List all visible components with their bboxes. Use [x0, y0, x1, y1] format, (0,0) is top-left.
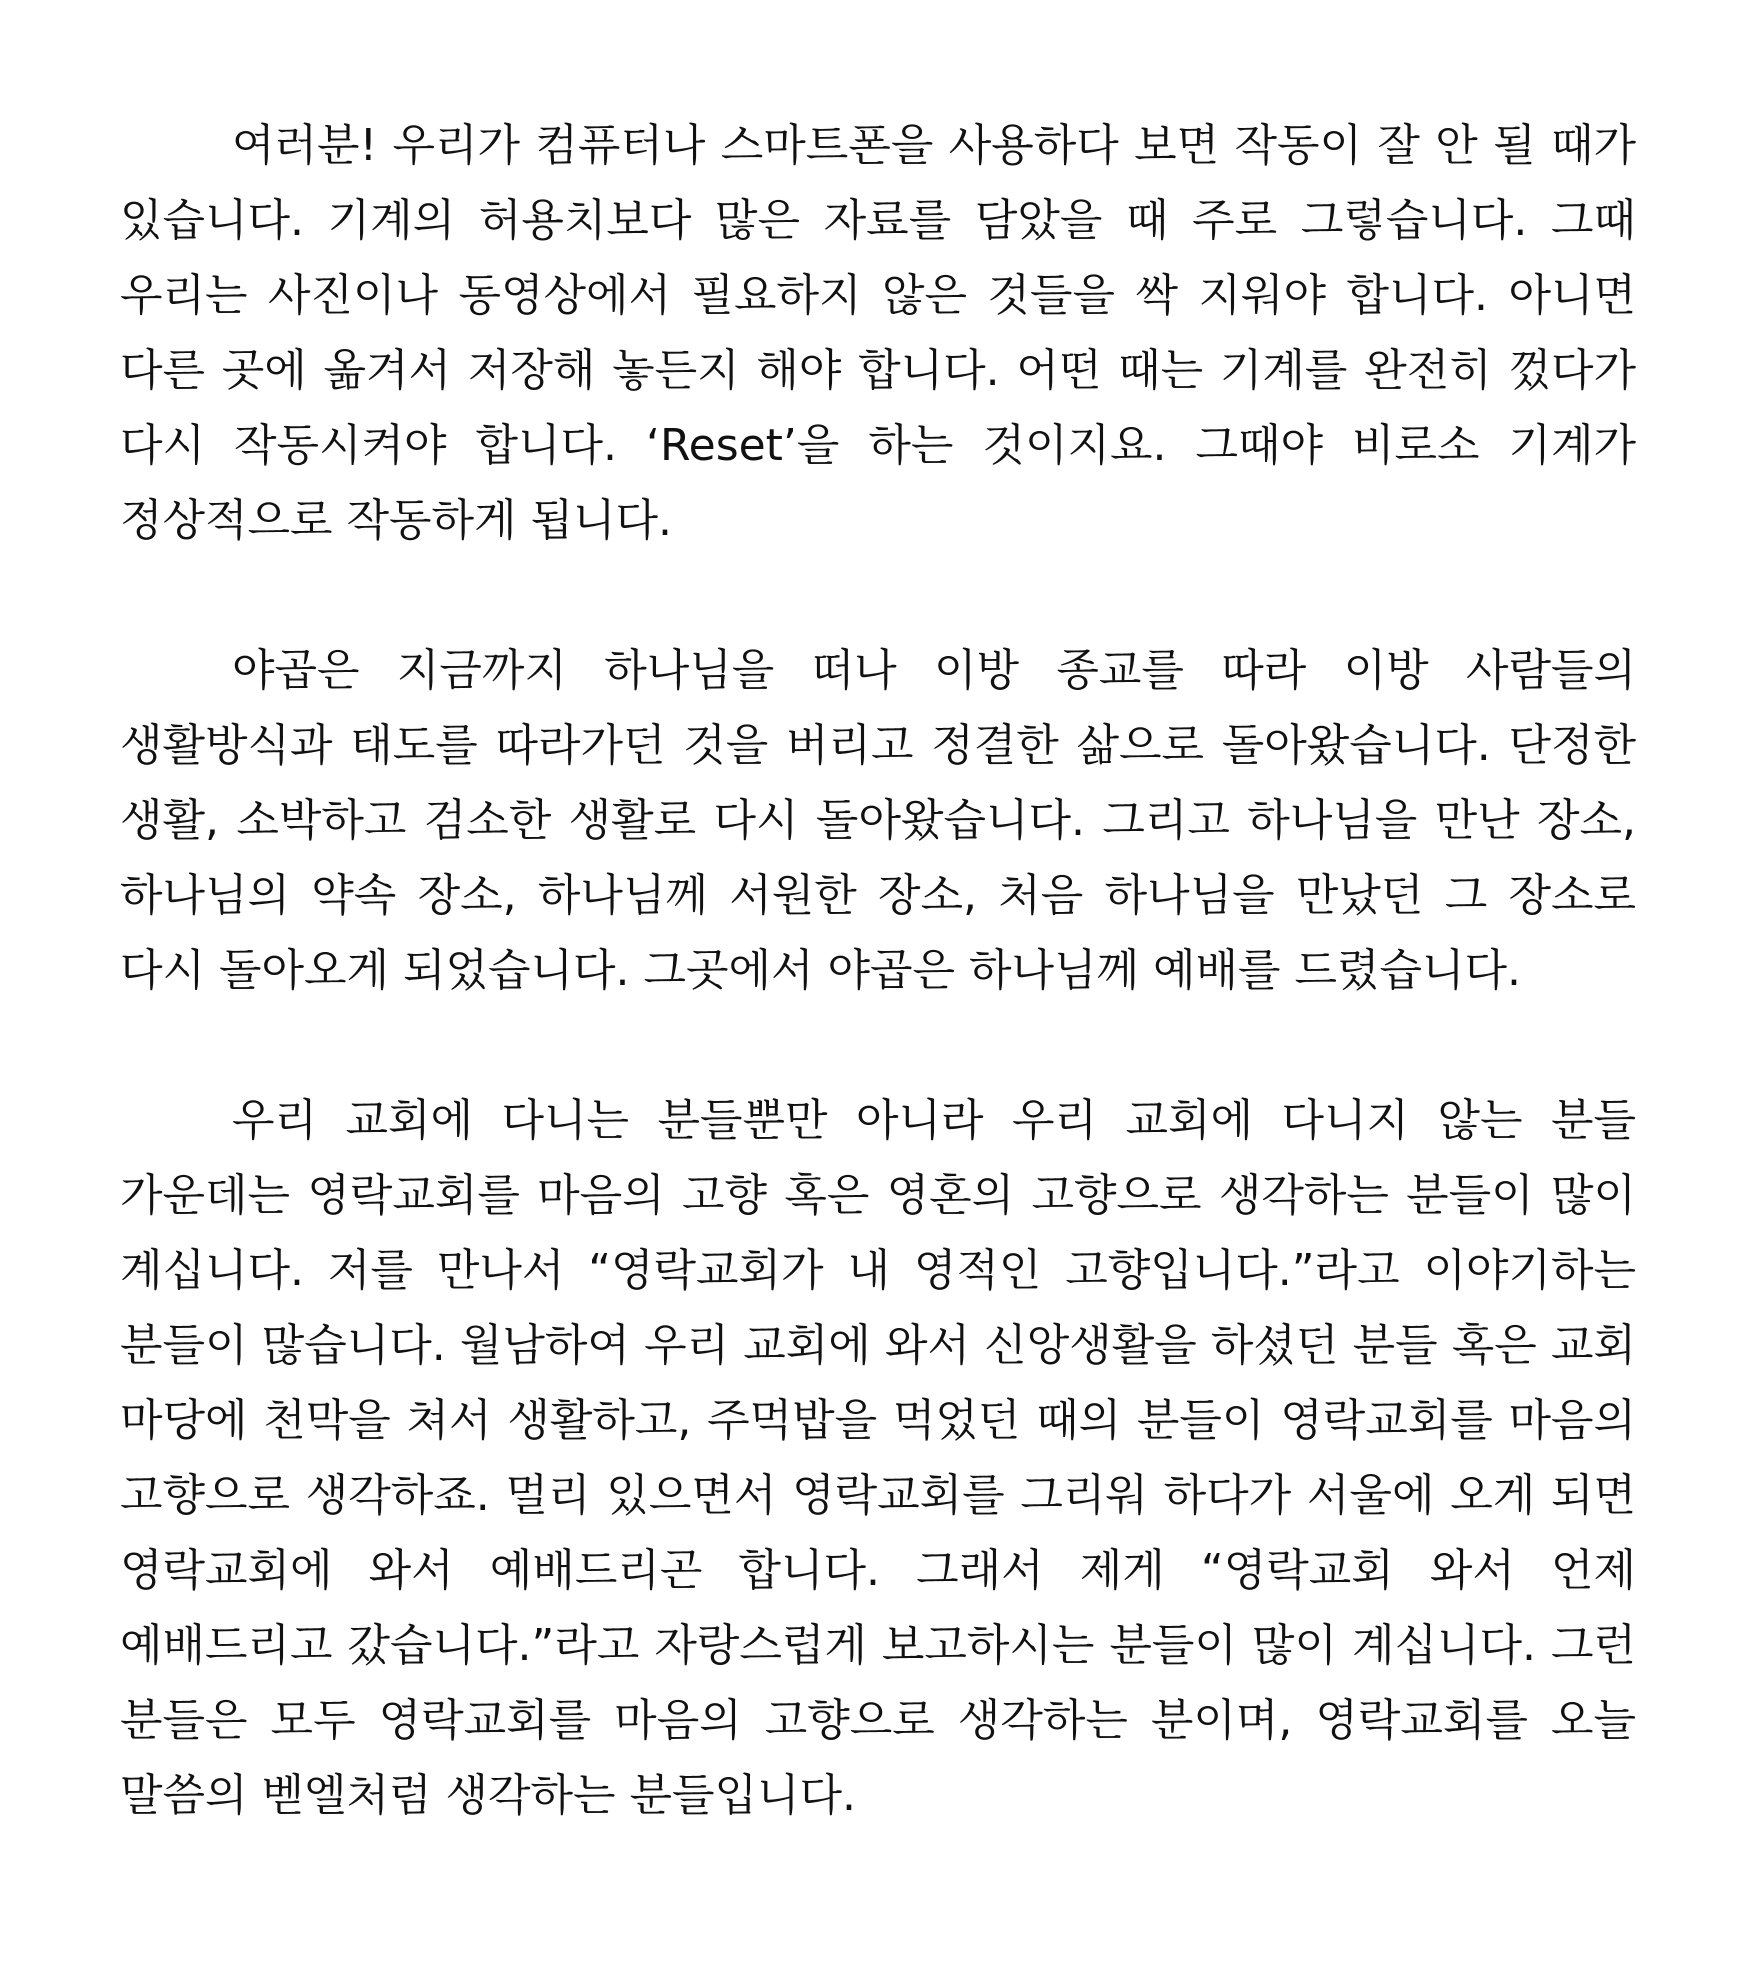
paragraph-jacob: 야곱은 지금까지 하나님을 떠나 이방 종교를 따라 이방 사람들의 생활방식과 태도를 따라가던 것을 버리고 정결한 삶으로 돌아왔습니다. 단정한 생활, 소박하고 검소한 생활로 다시 돌아왔습니다. 그리고 하나님을 만난 장소, 하나님의 약속 장소, 하나님께 서원한 장소, 처음 하나님을 만났던 그 장소로 다시 돌아오게 되었습니다. 그곳에서 야곱은 하나님께 예배를 드렸습니다. — [120, 645, 1636, 996]
paragraph-reset: 여러분! 우리가 컴퓨터나 스마트폰을 사용하다 보면 작동이 잘 안 될 때가 있습니다. 기계의 허용치보다 많은 자료를 담았을 때 주로 그렇습니다. 그때 우리는 사진이나 동영상에서 필요하지 않은 것들을 싹 지워야 합니다. 아니면 다른 곳에 옮겨서 저장해 놓든지 해야 합니다. 어떤 때는 기계를 완전히 껐다가 다시 작동시켜야 합니다. ‘Reset’을 하는 것이지요. 그때야 비로소 기계가 정상적으로 작동하게 됩니다. — [120, 120, 1636, 546]
document-page — [120, 108, 1636, 1833]
paragraph-church-hometown: 우리 교회에 다니는 분들뿐만 아니라 우리 교회에 다니지 않는 분들 가운데는 영락교회를 마음의 고향 혹은 영혼의 고향으로 생각하는 분들이 많이 계십니다. 저를 만나서 “영락교회가 내 영적인 고향입니다.”라고 이야기하는 분들이 많습니다. 월남하여 우리 교회에 와서 신앙생활을 하셨던 분들 혹은 교회 마당에 천막을 쳐서 생활하고, 주먹밥을 먹었던 때의 분들이 영락교회를 마음의 고향으로 생각하죠. 멀리 있으면서 영락교회를 그리워 하다가 서울에 오게 되면 영락교회에 와서 예배드리곤 합니다. 그래서 제게 “영락교회 와서 언제 예배드리고 갔습니다.”라고 자랑스럽게 보고하시는 분들이 많이 계십니다. 그런 분들은 모두 영락교회를 마음의 고향으로 생각하는 분이며, 영락교회를 오늘 말씀의 벧엘처럼 생각하는 분들입니다. — [120, 1095, 1636, 1821]
